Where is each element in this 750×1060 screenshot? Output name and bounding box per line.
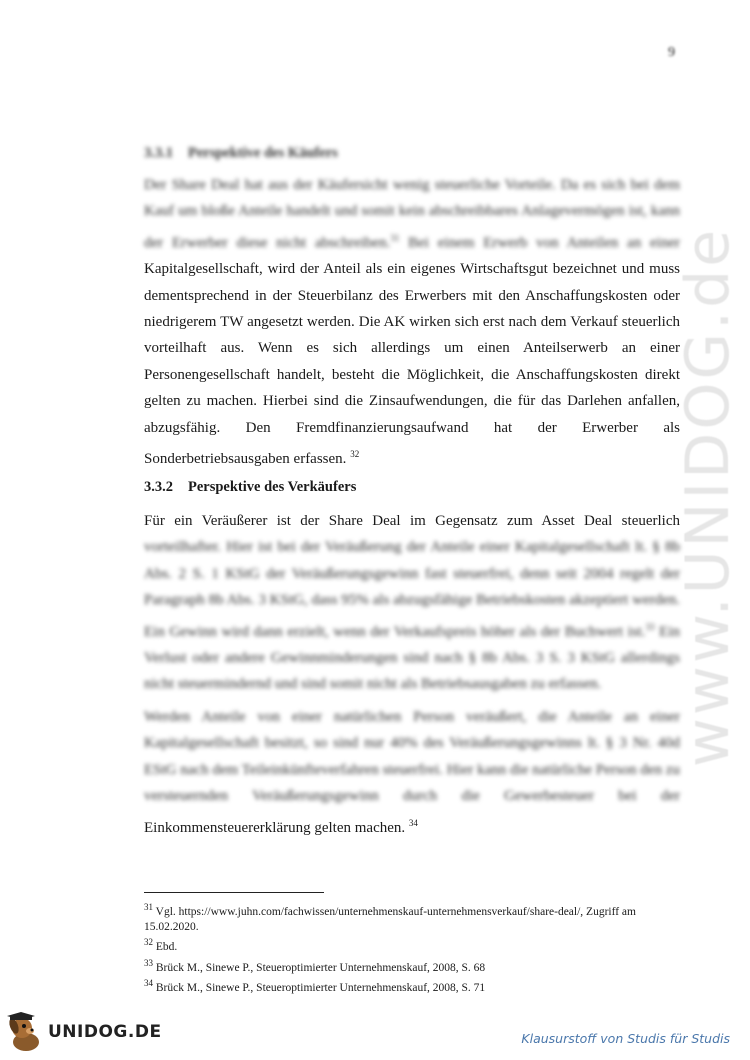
paragraph-buyer-perspective <box>144 172 680 472</box>
section-number: 3.3.1 <box>144 145 173 161</box>
footnote-34: $^{34}$ Brück M., Sinewe P., Steueroptimierter Unternehmenskauf, 2008, S. 71 <box>144 977 486 994</box>
unidog-logo[interactable] <box>4 1012 162 1054</box>
paragraph-seller-perspective <box>144 508 680 698</box>
paragraph-natural-person <box>144 704 680 841</box>
section-heading-3-3-2 <box>144 479 356 496</box>
visible-text: Kapitalgesellschaft, wird der Anteil als ein eigenes Wirtschaftsgut bezeichnet und muss dementsprechend in der Steuerbilanz des Erwerbers mit den Anschaffungskosten oder niedrigerem TW angesetzt werden. Die AK wirken sich erst nach dem Verkauf steuerlich vorteilhaft aus. Wenn es sich allerdings um einen Anteilserwerb an einer Personengesellschaft handelt, besteht die Möglichkeit, die Anschaffungskosten direkt gelten zu machen. Hierbei sind die Zinsaufwendungen, die für das Darlehen anfallen, abzugsfähig. Den Fremdfinanzierungsaufwand hat der Erwerber als Sonderbetriebsausgaben erfassen. <box>144 261 680 468</box>
section-title: Perspektive des Käufers <box>188 145 338 161</box>
visible-text: Für ein Veräußerer ist der Share Deal im Gegensatz zum Asset Deal steuerlich <box>144 513 680 529</box>
blurred-text: Werden Anteile von einer natürlichen Person veräußert, die Anteile an einer Kapitalgesellschaft besitzt, so sind nur 40% des Veräußerungsgewinns lt. § 3 Nr. 40d EStG nach dem Teileinkünfteverfahren steuerfrei. Hier kann die natürliche Person den zu versteuernden Veräußerungsgewinn durch die Gewerbesteuer bei der <box>144 709 680 805</box>
footer-tagline: Klausurstoff von Studis für Studis <box>521 1031 730 1046</box>
footnote-ref: 34 <box>408 817 418 828</box>
footnote-32: $^{32}$ Ebd. <box>144 937 178 954</box>
footnote-rule <box>144 892 324 893</box>
footnote-31: $^{31}$ Vgl. https://www.juhn.com/fachwissen/unternehmenskauf-unternehmensverkauf/share-deal/, Zugriff am 15.02.2020. <box>144 902 636 934</box>
visible-text: Einkommensteuererklärung gelten machen. <box>144 819 406 836</box>
blurred-text: Der Share Deal hat aus der Käufersicht wenig steuerliche Vorteile. Da es sich bei dem Kauf um bloße Anteile handelt und somit kein abschreibbares Anlagevermögen ist, kann der Erwerber diese nicht abschreiben.$^{31}$ Bei einem Erwerb von Anteilen an einer <box>144 177 680 251</box>
page-number: 9 <box>668 45 675 60</box>
dog-mascot-icon <box>4 1012 46 1054</box>
footnote-ref: 32 <box>350 449 360 460</box>
logo-text: UNIDOG.DE <box>48 1022 162 1042</box>
footnotes <box>144 900 684 996</box>
watermark: www.UNIDOG.de <box>673 226 743 768</box>
section-title: Perspektive des Verkäufers <box>188 479 357 495</box>
section-number: 3.3.2 <box>144 479 173 495</box>
footnote-33: $^{33}$ Brück M., Sinewe P., Steueroptimierter Unternehmenskauf, 2008, S. 68 <box>144 957 486 974</box>
blurred-text: vorteilhafter. Hier ist bei der Veräußerung der Anteile einer Kapitalgesellschaft lt. § 8b Abs. 2 S. 1 KStG der Veräußerungsgewinn fast steuerfrei, denn seit 2004 regelt der Paragraph 8b Abs. 3 KStG, dass 95% als abzugsfähige Betriebskosten akzeptiert werden. Ein Gewinn wird dann erzielt, wenn der Verkaufspreis höher als der Buchwert ist.$^{33}$ Ein Verlust oder andere Gewinnminderungen sind nach § 8b Abs. 3 S. 3 KStG allerdings nicht steuermindernd und sind somit nicht als Betriebsausgaben zu erfassen. <box>144 539 680 693</box>
section-heading-3-3-1 <box>144 145 338 162</box>
